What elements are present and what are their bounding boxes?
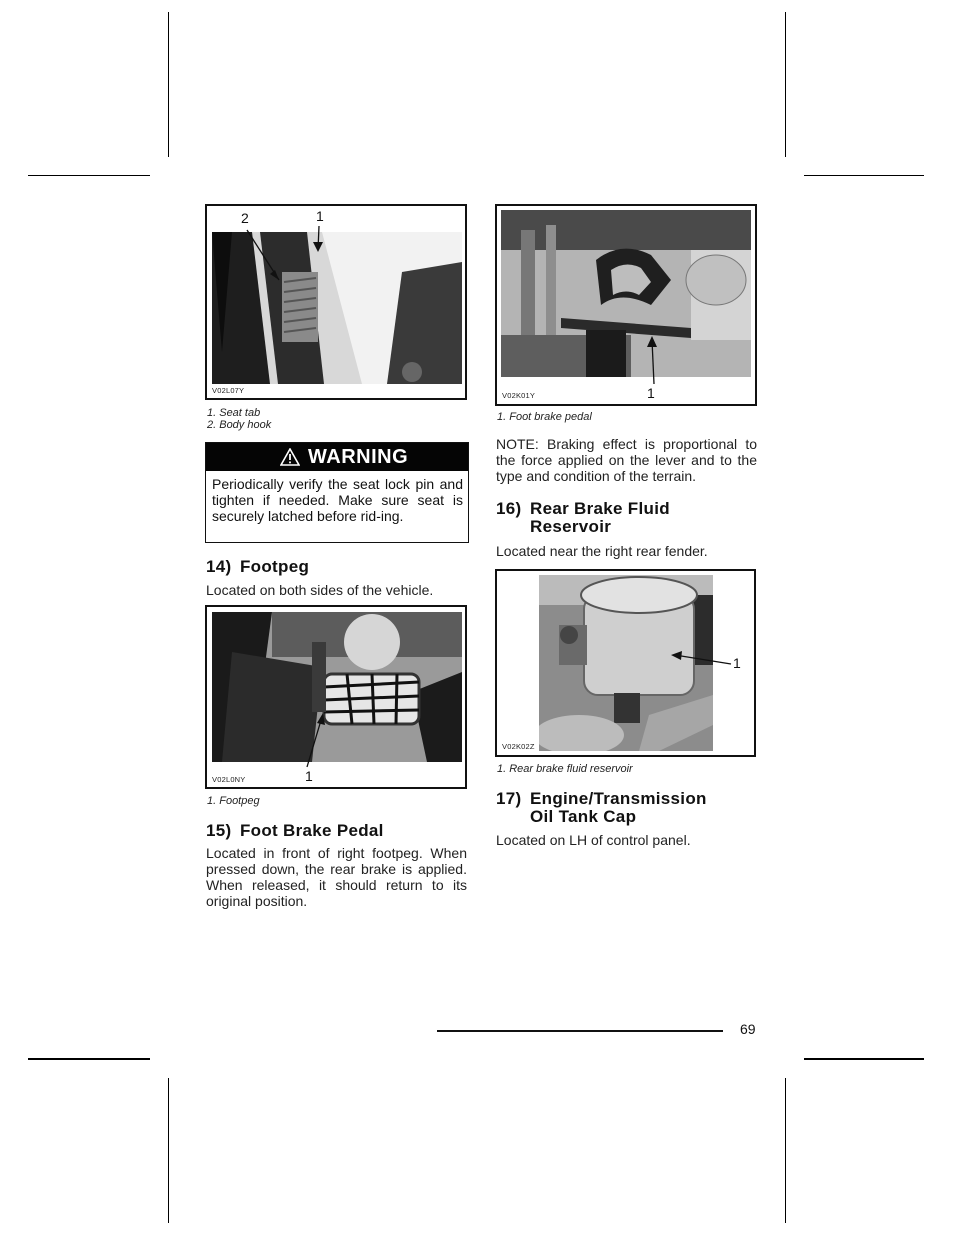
- rear-brake-reservoir-text: Located near the right rear fender.: [496, 543, 708, 559]
- brake-pedal-figure-caption: 1. Foot brake pedal: [497, 411, 592, 423]
- seat-figure: [205, 204, 467, 400]
- footpeg-figure-caption: 1. Footpeg: [207, 795, 260, 807]
- warning-header: [206, 443, 468, 471]
- footpeg-text: Located on both sides of the vehicle.: [206, 582, 434, 598]
- section-title-line-2: Oil Tank Cap: [530, 807, 637, 826]
- crop-mark: [804, 175, 924, 176]
- section-number: 14): [206, 557, 232, 576]
- callout-1: 1: [305, 768, 313, 784]
- section-number: 17): [496, 789, 522, 808]
- section-heading-footpeg: [206, 558, 309, 576]
- reservoir-figure-caption: 1. Rear brake fluid reservoir: [497, 763, 633, 775]
- figure-code: V02L07Y: [212, 386, 245, 395]
- callout-leaders: [207, 206, 469, 402]
- crop-mark: [785, 1078, 786, 1223]
- seat-figure-caption-1: 1. Seat tab: [207, 407, 261, 419]
- warning-box: [205, 442, 469, 543]
- section-title-line-2: Reservoir: [530, 517, 612, 536]
- section-title: Foot Brake Pedal: [240, 821, 384, 840]
- crop-mark: [28, 175, 150, 176]
- warning-triangle-icon: [280, 448, 300, 466]
- warning-text: Periodically verify the seat lock pin and tighten if needed. Make sure seat is securely latched before rid-ing.: [212, 476, 463, 524]
- callout-1: 1: [316, 208, 324, 224]
- note-paragraph: [496, 436, 757, 484]
- foot-brake-pedal-text: Located in front of right footpeg. When pressed down, the rear brake is applied. When released, it should return to its original position.: [206, 845, 467, 909]
- crop-mark: [785, 12, 786, 157]
- section-title-line-1: Rear Brake Fluid: [530, 499, 670, 518]
- callout-1: 1: [647, 385, 655, 401]
- crop-mark: [168, 1078, 169, 1223]
- callout-leaders: [497, 206, 759, 408]
- section-title: Footpeg: [240, 557, 310, 576]
- crop-mark: [168, 12, 169, 157]
- figure-code: V02L0NY: [212, 775, 246, 784]
- section-title-line-1: Engine/Transmission: [530, 789, 707, 808]
- section-number: 15): [206, 821, 232, 840]
- section-number: 16): [496, 499, 522, 518]
- figure-code: V02K02Z: [502, 742, 535, 751]
- seat-figure-caption-2: 2. Body hook: [207, 419, 272, 431]
- oil-tank-cap-text: Located on LH of control panel.: [496, 832, 691, 848]
- section-heading-foot-brake-pedal: [206, 822, 384, 840]
- brake-pedal-figure: [495, 204, 757, 406]
- reservoir-figure: [495, 569, 756, 757]
- footer-rule: [437, 1030, 723, 1032]
- callout-leaders: [207, 607, 469, 791]
- warning-label: WARNING: [308, 445, 409, 468]
- crop-mark: [28, 1058, 150, 1060]
- figure-code: V02K01Y: [502, 391, 536, 400]
- section-heading-rear-brake-fluid-reservoir: [496, 500, 670, 536]
- note-text: Braking effect is proportional to the force applied on the lever and to the type and condition of the terrain.: [496, 436, 758, 484]
- callout-1: 1: [733, 655, 741, 671]
- page-number: 69: [740, 1021, 756, 1037]
- section-heading-oil-tank-cap: [496, 790, 707, 826]
- callout-2: 2: [241, 210, 249, 226]
- footpeg-figure: [205, 605, 467, 789]
- crop-mark: [804, 1058, 924, 1060]
- note-label: NOTE:: [496, 436, 539, 452]
- callout-leaders: [497, 571, 758, 759]
